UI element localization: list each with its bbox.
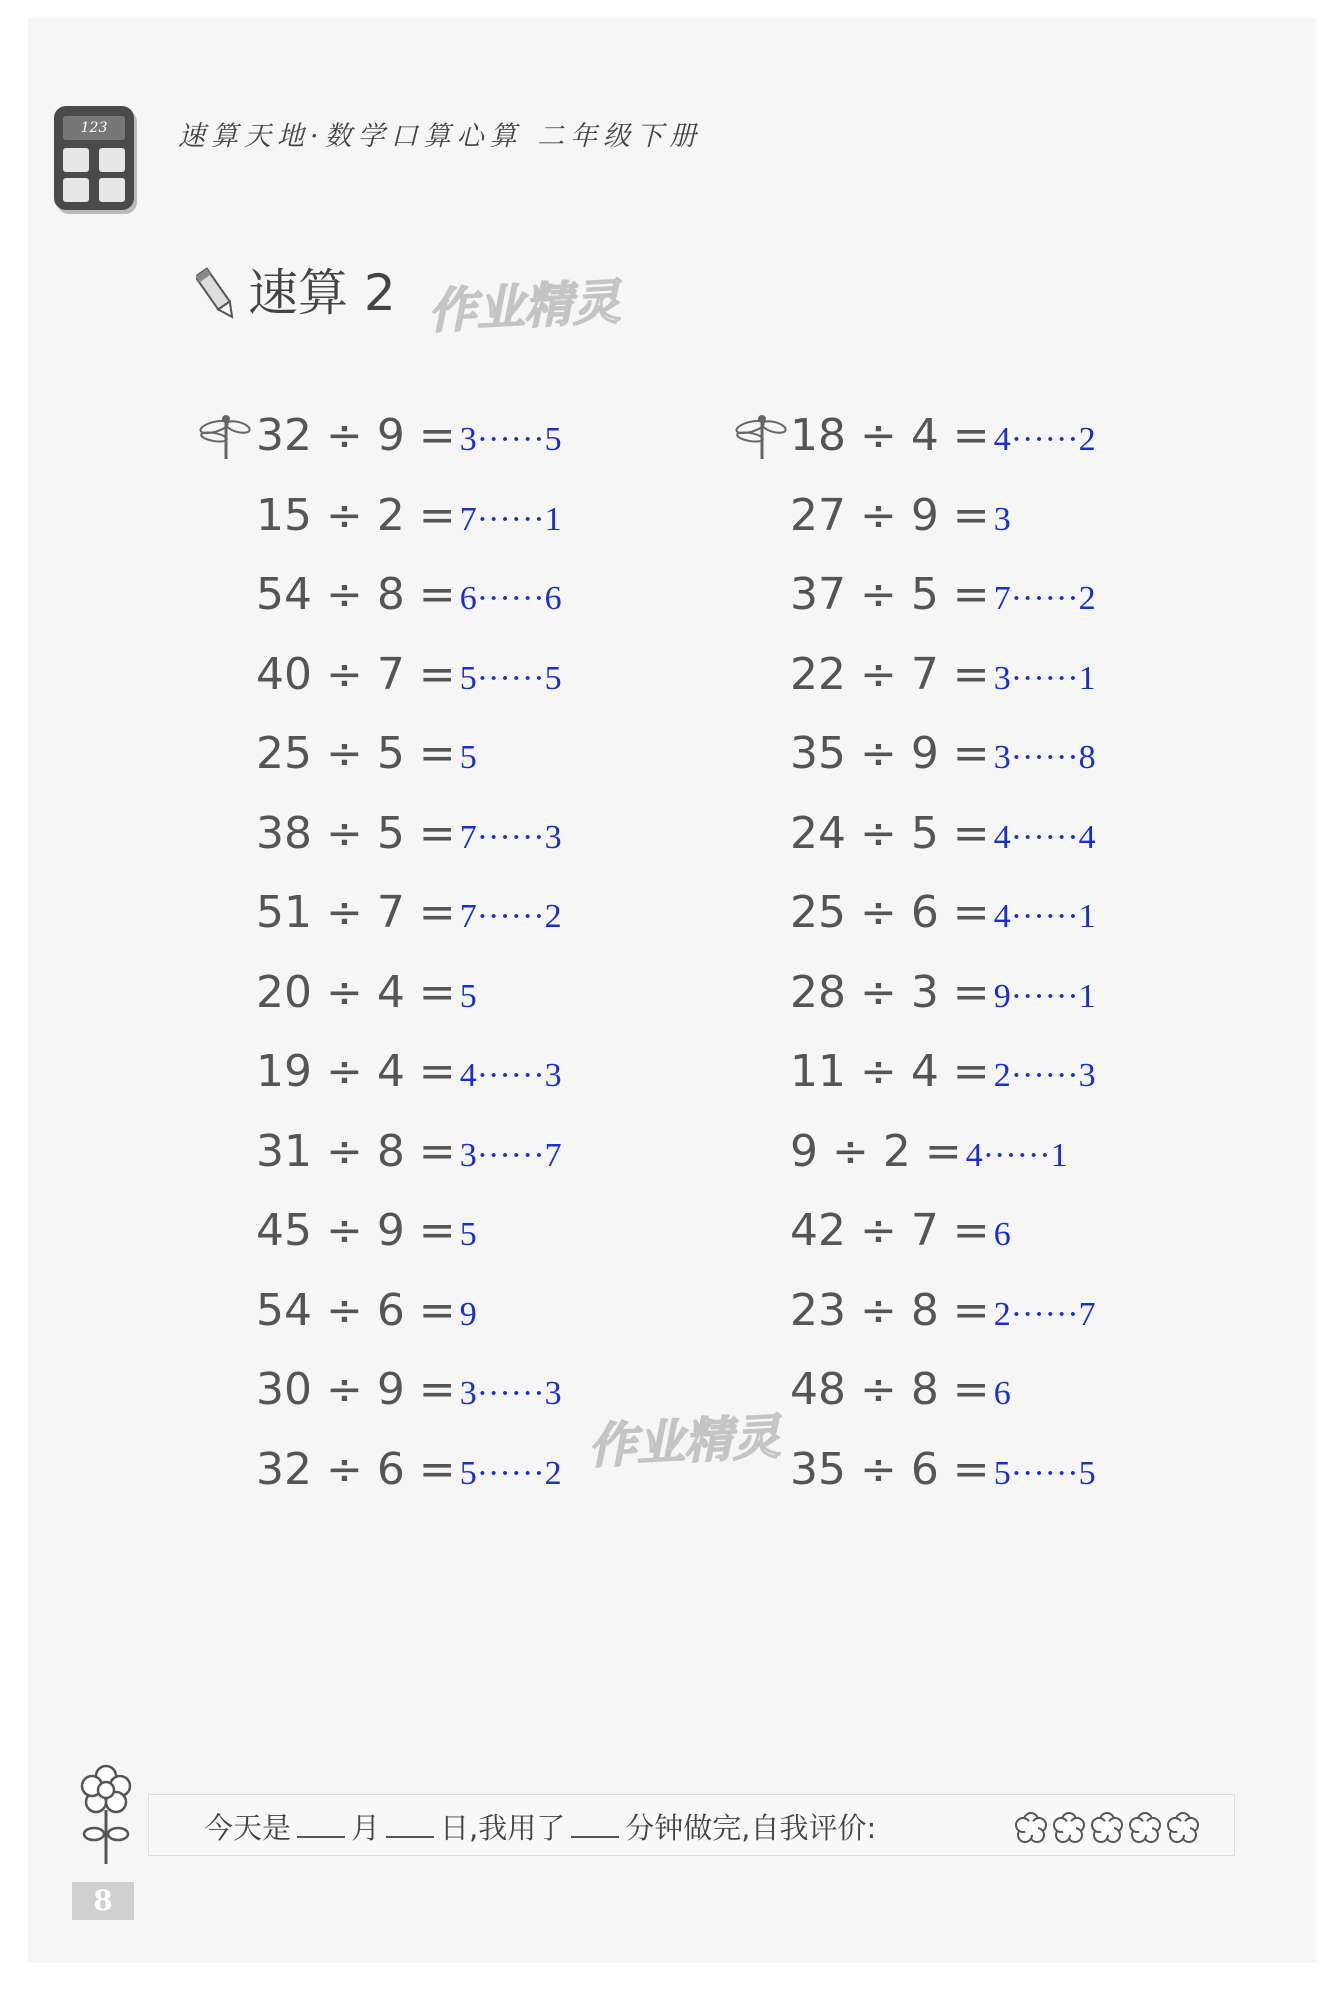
rating-flower-icon[interactable]	[1130, 1813, 1160, 1842]
problem-row	[790, 728, 1096, 808]
problem-row	[256, 728, 477, 808]
division-expression: 45 ÷ 9 =	[256, 1205, 456, 1256]
rating-flower-icon[interactable]	[1092, 1813, 1122, 1842]
handwritten-answer[interactable]: 4······3	[459, 1057, 562, 1094]
division-expression: 32 ÷ 9 =	[256, 410, 456, 461]
completion-record	[204, 1806, 876, 1847]
handwritten-answer[interactable]: 6	[993, 1216, 1011, 1253]
problem-row	[790, 410, 1096, 490]
handwritten-answer[interactable]: 5	[459, 1216, 477, 1253]
handwritten-answer[interactable]: 4······1	[965, 1136, 1068, 1174]
handwritten-answer[interactable]: 2······3	[993, 1057, 1096, 1094]
division-expression: 30 ÷ 9 =	[256, 1364, 456, 1415]
dragonfly-icon	[196, 413, 252, 463]
problem-row	[790, 887, 1096, 967]
dragonfly-icon	[732, 413, 788, 463]
division-expression: 51 ÷ 7 =	[256, 887, 456, 938]
handwritten-answer[interactable]: 4······4	[993, 818, 1096, 856]
handwritten-answer[interactable]: 3······1	[993, 659, 1096, 697]
division-expression: 48 ÷ 8 =	[790, 1364, 990, 1415]
division-expression: 25 ÷ 5 =	[256, 728, 456, 779]
handwritten-answer[interactable]: 4······2	[993, 421, 1096, 458]
problem-row	[256, 1285, 477, 1365]
problem-row	[790, 1444, 1096, 1524]
division-expression: 38 ÷ 5 =	[256, 807, 456, 859]
handwritten-answer[interactable]: 5	[459, 977, 477, 1015]
handwritten-answer[interactable]: 3	[993, 500, 1011, 538]
division-expression: 20 ÷ 4 =	[256, 966, 456, 1018]
division-expression: 19 ÷ 4 =	[256, 1046, 456, 1097]
division-expression: 9 ÷ 2 =	[790, 1125, 962, 1177]
month-label: 月	[351, 1811, 381, 1845]
problem-row	[790, 490, 1011, 570]
watermark: 作业精灵	[426, 274, 622, 340]
problem-row	[256, 1126, 562, 1206]
handwritten-answer[interactable]: 7······1	[459, 500, 562, 538]
minutes-label: 分钟做完,自我评价:	[625, 1811, 877, 1845]
workbook-page	[28, 18, 1317, 1963]
problem-row	[256, 808, 562, 888]
handwritten-answer[interactable]: 5······2	[459, 1454, 562, 1492]
problem-row	[790, 1285, 1096, 1365]
today-label: 今天是	[204, 1811, 292, 1845]
division-expression: 24 ÷ 5 =	[790, 807, 990, 859]
problem-row	[790, 1205, 1011, 1285]
pencil-icon	[196, 264, 236, 324]
handwritten-answer[interactable]: 6	[993, 1375, 1011, 1412]
division-expression: 22 ÷ 7 =	[790, 648, 990, 700]
handwritten-answer[interactable]: 3······3	[459, 1375, 562, 1412]
page-number: 8	[72, 1882, 134, 1920]
problem-row	[256, 1046, 562, 1126]
problem-row	[790, 649, 1096, 729]
division-expression: 28 ÷ 3 =	[790, 966, 990, 1018]
division-expression: 11 ÷ 4 =	[790, 1046, 990, 1097]
division-expression: 35 ÷ 6 =	[790, 1443, 990, 1495]
handwritten-answer[interactable]: 5······5	[459, 659, 562, 697]
problem-row	[256, 967, 477, 1047]
handwritten-answer[interactable]: 6······6	[459, 580, 562, 617]
month-blank[interactable]	[297, 1836, 345, 1838]
division-expression: 15 ÷ 2 =	[256, 489, 456, 541]
division-expression: 25 ÷ 6 =	[790, 887, 990, 938]
problem-row	[790, 1046, 1096, 1126]
problem-row	[790, 1364, 1011, 1444]
problem-row	[256, 410, 562, 490]
flower-icon	[76, 1764, 136, 1874]
handwritten-answer[interactable]: 5······5	[993, 1454, 1096, 1492]
problem-row	[790, 1126, 1068, 1206]
handwritten-answer[interactable]: 9······1	[993, 977, 1096, 1015]
section-title: 速算 2	[248, 264, 396, 322]
day-blank[interactable]	[386, 1836, 434, 1838]
division-expression: 42 ÷ 7 =	[790, 1205, 990, 1256]
division-expression: 40 ÷ 7 =	[256, 648, 456, 700]
problem-row	[256, 1444, 562, 1524]
problem-row	[256, 490, 562, 570]
watermark: 作业精灵	[586, 1409, 782, 1475]
rating-flower-icon[interactable]	[1054, 1813, 1084, 1842]
rating-flower-icon[interactable]	[1168, 1813, 1198, 1842]
calculator-icon	[54, 106, 134, 210]
minutes-blank[interactable]	[571, 1836, 619, 1838]
handwritten-answer[interactable]: 4······1	[993, 898, 1096, 935]
problem-row	[256, 887, 562, 967]
problem-row	[790, 569, 1096, 649]
handwritten-answer[interactable]: 3······7	[459, 1136, 562, 1174]
handwritten-answer[interactable]: 7······3	[459, 818, 562, 856]
handwritten-answer[interactable]: 3······5	[459, 421, 562, 458]
problem-row	[256, 569, 562, 649]
problem-row	[256, 649, 562, 729]
handwritten-answer[interactable]: 7······2	[459, 898, 562, 935]
division-expression: 27 ÷ 9 =	[790, 489, 990, 541]
division-expression: 18 ÷ 4 =	[790, 410, 990, 461]
book-title: 速算天地·数学口算心算 二年级下册	[178, 121, 703, 152]
calculator-screen-text: 123	[63, 116, 125, 140]
handwritten-answer[interactable]: 7······2	[993, 580, 1096, 617]
handwritten-answer[interactable]: 3······8	[993, 739, 1096, 776]
problem-row	[256, 1364, 562, 1444]
handwritten-answer[interactable]: 5	[459, 739, 477, 776]
division-expression: 54 ÷ 6 =	[256, 1284, 456, 1336]
day-label: 日,我用了	[440, 1811, 566, 1845]
division-expression: 32 ÷ 6 =	[256, 1443, 456, 1495]
problem-row	[256, 1205, 477, 1285]
division-expression: 31 ÷ 8 =	[256, 1125, 456, 1177]
handwritten-answer[interactable]: 2······7	[993, 1295, 1096, 1333]
problem-row	[790, 967, 1096, 1047]
division-expression: 35 ÷ 9 =	[790, 728, 990, 779]
division-expression: 23 ÷ 8 =	[790, 1284, 990, 1336]
division-expression: 37 ÷ 5 =	[790, 569, 990, 620]
handwritten-answer[interactable]: 9	[459, 1295, 477, 1333]
rating-flower-icon[interactable]	[1016, 1813, 1046, 1842]
problem-row	[790, 808, 1096, 888]
division-expression: 54 ÷ 8 =	[256, 569, 456, 620]
self-rating	[1013, 1808, 1213, 1848]
